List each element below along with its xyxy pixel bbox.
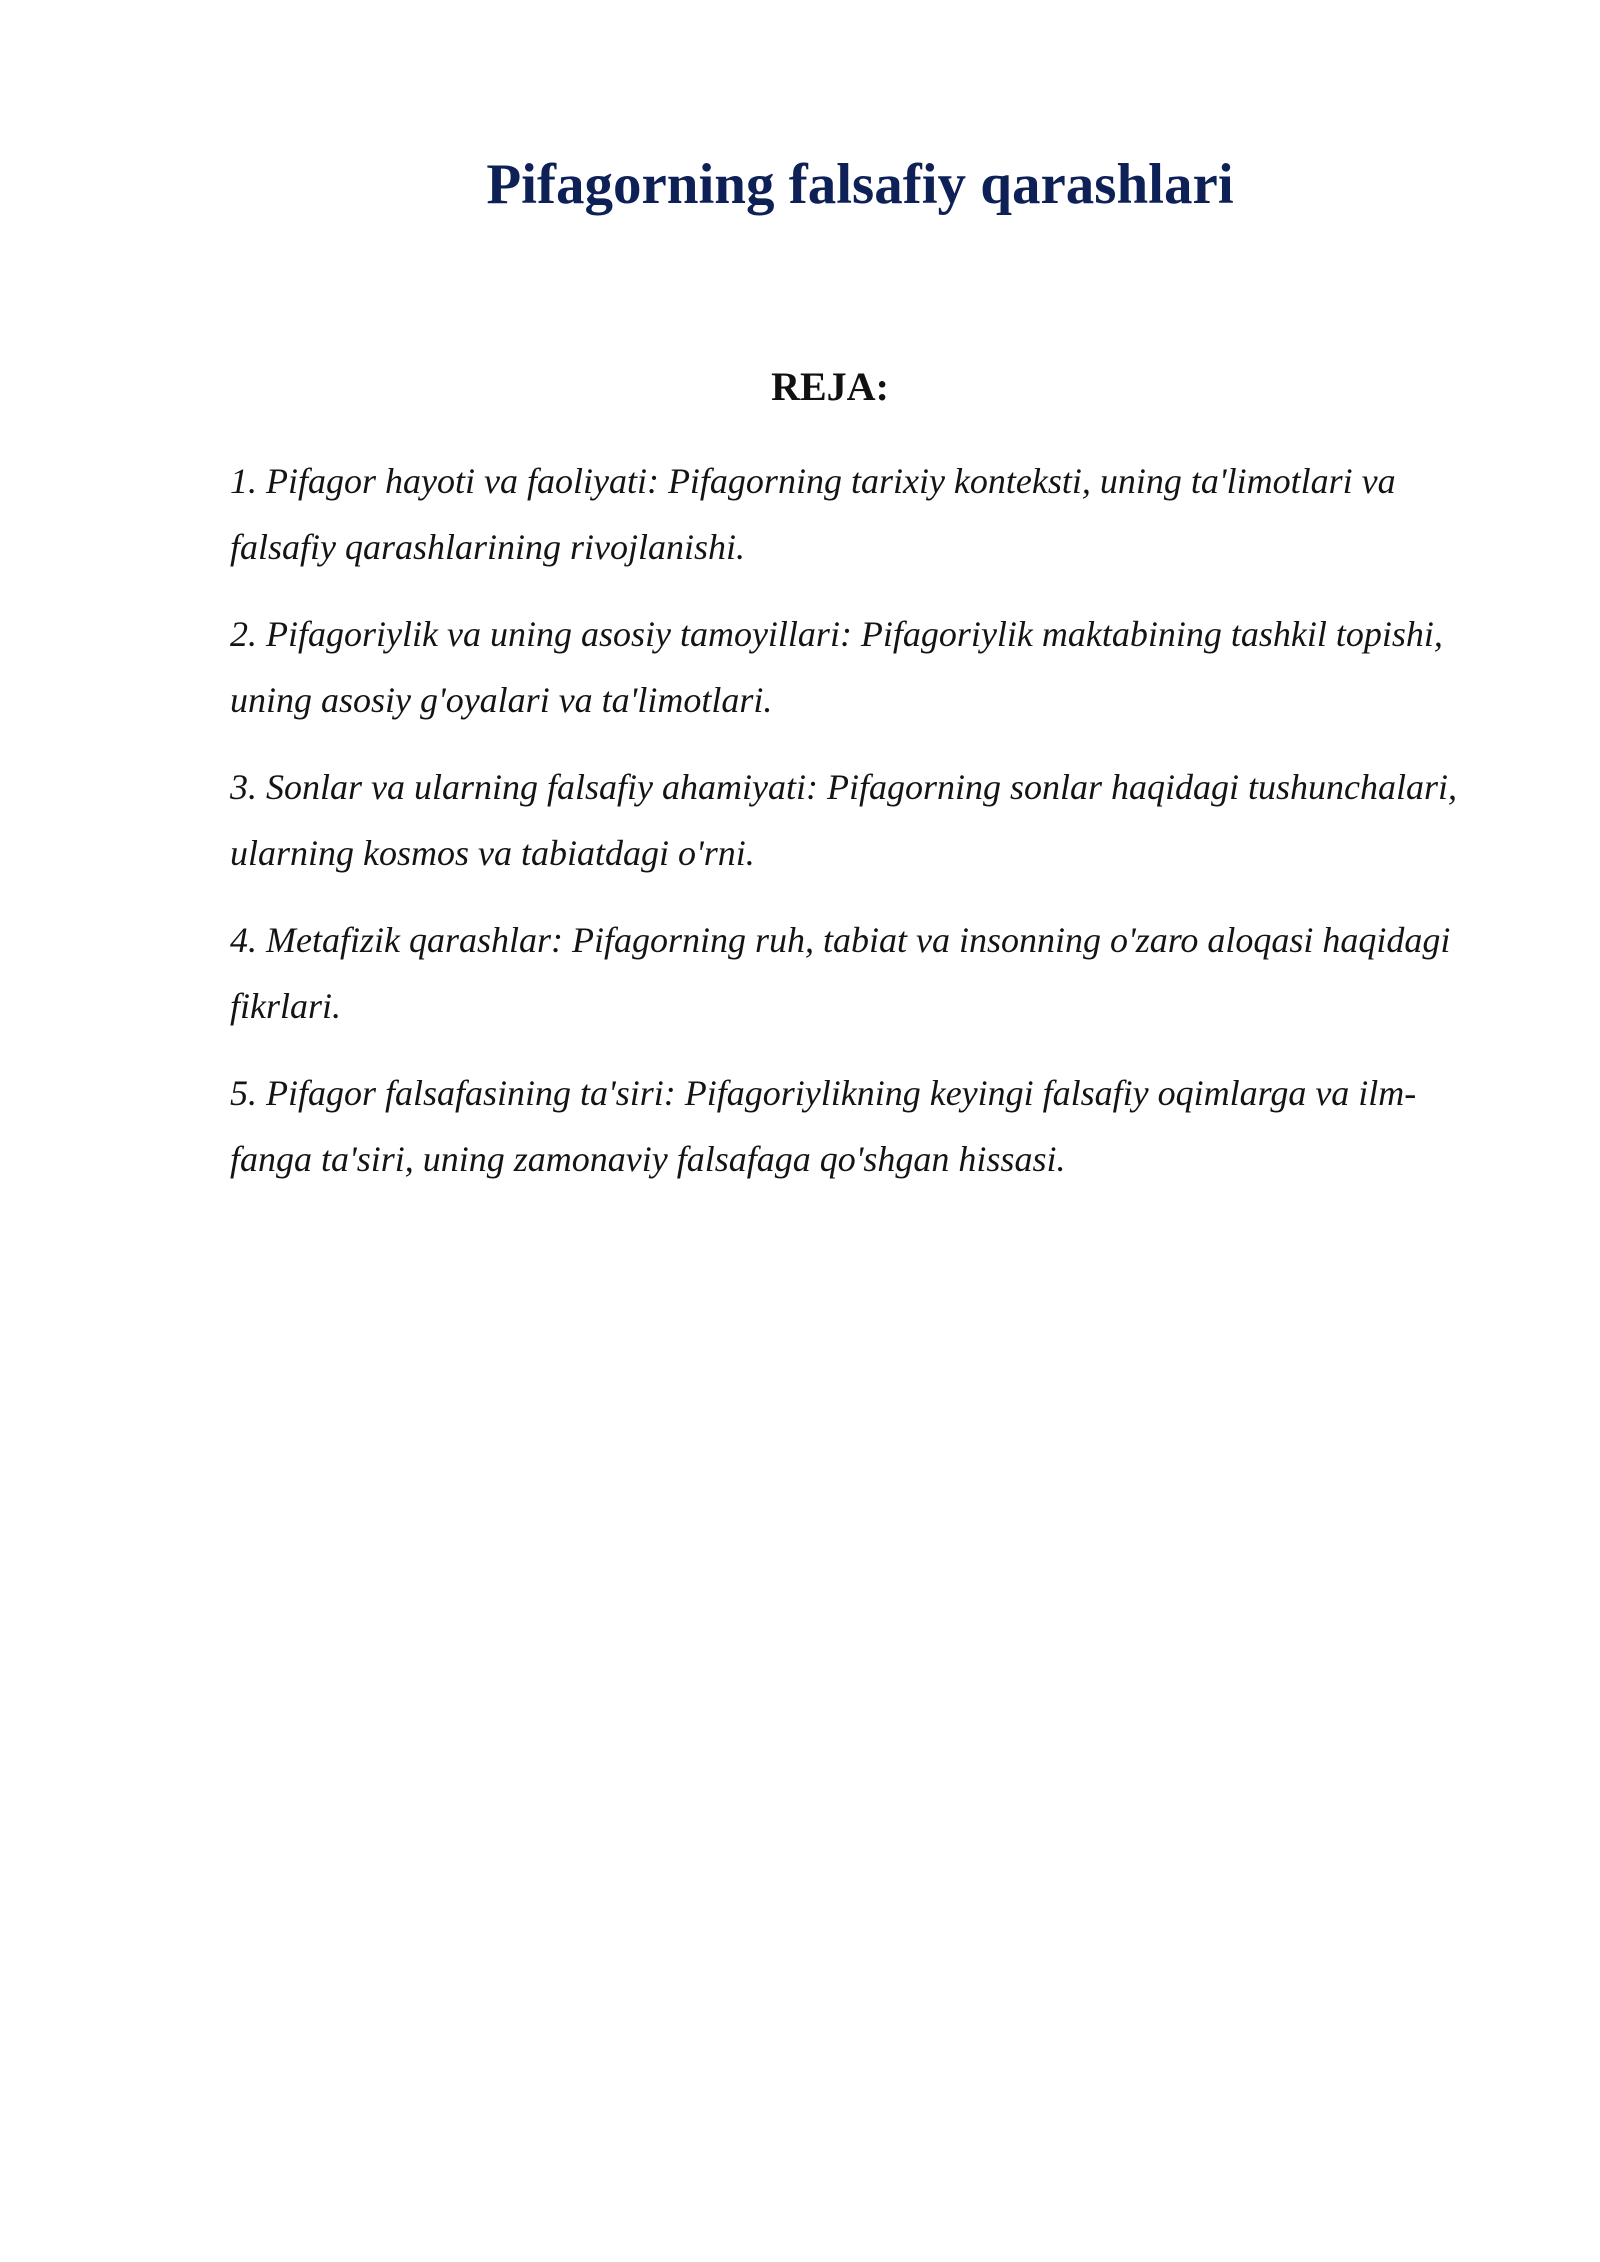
plan-heading: REJA: (771, 364, 889, 409)
plan-item-2: 2. Pifagoriylik va uning asosiy tamoyillari: Pifagoriylik maktabining tashkil topishi, uning asosiy g'oyalari va ta'limotlari. (230, 614, 1443, 720)
plan-list (230, 448, 1490, 1213)
plan-item-4: 4. Metafizik qarashlar: Pifagorning ruh, tabiat va insonning o'zaro aloqasi haqidagi fikrlari. (230, 920, 1451, 1026)
plan-item-5: 5. Pifagor falsafasining ta'siri: Pifagoriylikning keyingi falsafiy oqimlarga va ilm-fanga ta'siri, uning zamonaviy falsafaga qo'shgan hissasi. (230, 1073, 1417, 1179)
plan-item-1: 1. Pifagor hayoti va faoliyati: Pifagorning tarixiy konteksti, uning ta'limotlari va falsafiy qarashlarining rivojlanishi. (230, 461, 1396, 567)
plan-item-3: 3. Sonlar va ularning falsafiy ahamiyati: Pifagorning sonlar haqidagi tushunchalari, ularning kosmos va tabiatdagi o'rni. (230, 767, 1458, 873)
document-title: Pifagorning falsafiy qarashlari (486, 153, 1234, 216)
